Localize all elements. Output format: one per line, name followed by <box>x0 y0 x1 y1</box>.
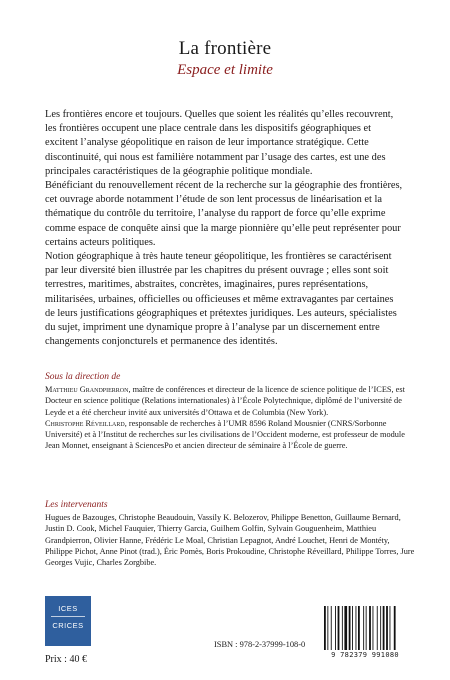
blurb-paragraph-2: Bénéficiant du renouvellement récent de la recherche sur la géographie des frontières, cet ouvrage aborde notamment l’étude de son lent processus de linéarisation et la thématique du contrôle du territoire, l’analyse du rapport de force qu’elle exprime comme espace de conquête ainsi que la marge pionnière qu’elle peut représenter pour certains acteurs politiques. <box>45 180 403 248</box>
book-title: La frontière <box>178 38 272 59</box>
blurb-paragraph-1: Les frontières encore et toujours. Quelles que soient les réalités qu’elles recouvrent, les frontières occupent une place centrale dans les dispositifs géographiques et excitent l’analyse géopolitique en raison de leur importance stratégique. Cette discontinuité, qui nous est familière notamment par l’usage des cartes, est une des principales caractéristiques de la géographie politique mondiale. <box>45 109 394 177</box>
blurb <box>45 108 405 349</box>
logo-top-text: ICES <box>58 604 78 613</box>
editor-1-name: Matthieu Grandpierron <box>45 385 129 395</box>
direction-heading: Sous la direction de <box>45 372 121 382</box>
editor-1-bio: , maître de conférences et directeur de la licence de science politique de l’ICES, est Docteur en science politique (Relations internationales) à l’École Polytechnique, diplômé de l’université de Leyde et a été chercheur invité aux universités d’Ottawa et de Columbia (New York). <box>45 385 405 417</box>
ices-logo <box>45 596 91 646</box>
editor-2 <box>45 418 415 452</box>
barcode-bars <box>324 606 406 650</box>
isbn: ISBN : 978-2-37999-108-0 <box>214 640 306 649</box>
blurb-paragraph-3: Notion géographique à très haute teneur géopolitique, les frontières se caractérisent par leur diversité bien illustrée par les chapitres du présent ouvrage ; elles sont soit terrestres, maritimes, abstraites, concrètes, imaginaires, pures représentations, militarisées, urbaines, officielles ou officieuses et même extravagantes par certaines de leurs justifications géographiques et prétextes juridiques. Les auteurs, spécialistes du sujet, impriment une dynamique propre à l’analyse par un discernement entre changements conjoncturels et permanence des identités. <box>45 251 397 348</box>
barcode-digits: 9 782379 991080 <box>331 651 399 659</box>
barcode <box>320 606 410 664</box>
price: Prix : 40 € <box>45 654 87 665</box>
contributors-list: Hugues de Bazouges, Christophe Beaudouin, Vassily K. Belozerov, Philippe Benetton, Guillaume Bernard, Justin D. Cook, Michel Fauquier, Thierry Garcia, Guilhem Golfin, Sylvain Gouguenheim, Matthieu Grandpierron, Olivier Hanne, Frédéric Le Moal, Christian Lepagnot, André Louchet, Henri de Montéty, Philippe Pichot, Anne Pinot (trad.), Éric Pomès, Boris Prokoudine, Christophe Réveillard, Philippe Torres, Jure Georges Vujic, Charles Zorgbibe. <box>45 513 415 568</box>
direction-section <box>45 372 415 451</box>
logo-bottom-text: CRICES <box>52 621 84 630</box>
editor-2-name: Christophe Réveillard <box>45 418 125 428</box>
editor-2-bio: , responsable de recherches à l’UMR 8596 Roland Mousnier (CNRS/Sorbonne Université) et à l’Institut de recherches sur les civilisations de l’Occident moderne, est professeur de module Jean Monnet, enseignant à SciencesPo et ancien directeur de séminaire à l’École de guerre. <box>45 418 405 451</box>
contributors-section <box>45 500 415 568</box>
contributors-heading: Les intervenants <box>45 500 108 510</box>
book-subtitle: Espace et limite <box>177 62 273 78</box>
editor-1 <box>45 384 415 418</box>
